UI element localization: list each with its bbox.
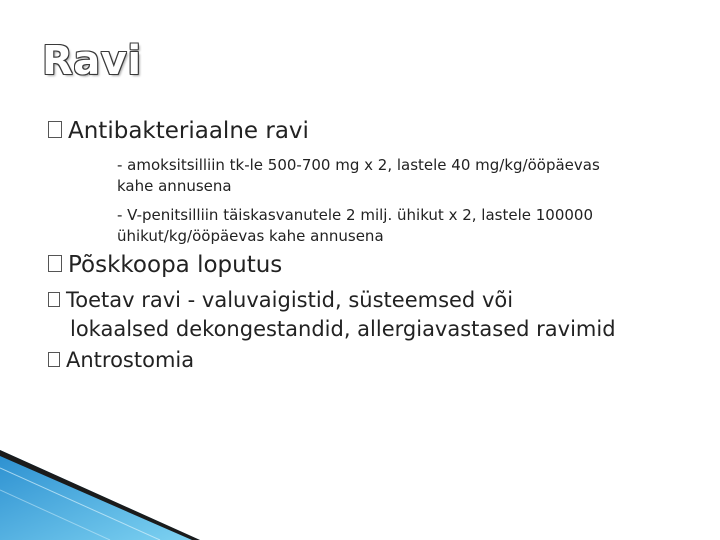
detail-amoksitsilliin: - amoksitsilliin tk-le 500-700 mg x 2, lastele 40 mg/kg/ööpäevas kahe annusena	[117, 156, 600, 195]
square-bullet-icon	[48, 121, 62, 138]
bullet-antibakteriaalne-ravi	[48, 118, 309, 144]
subbullet-label: Antrostomia	[66, 348, 195, 372]
corner-decoration	[0, 450, 200, 540]
slide-title: Ravi	[42, 38, 142, 84]
bullet-heading: Põskkoopa loputus	[68, 252, 283, 278]
subbullet-toetav-ravi	[48, 286, 708, 344]
square-bullet-icon	[48, 352, 60, 367]
bullet-heading: Antibakteriaalne ravi	[68, 118, 309, 144]
subbullet-antrostomia	[48, 346, 194, 375]
detail-v-penitsilliin: - V-penitsilliin täiskasvanutele 2 milj. ühikut x 2, lastele 100000 ühikut/kg/ööpäevas kahe annusena	[117, 206, 594, 245]
bullet-poskkoopa-loputus	[48, 252, 282, 278]
subbullet-line2: lokaalsed dekongestandid, allergiavastased ravimid	[70, 317, 616, 341]
subbullet-line1: Toetav ravi - valuvaigistid, süsteemsed või	[66, 288, 514, 312]
square-bullet-icon	[48, 255, 62, 272]
square-bullet-icon	[48, 292, 60, 307]
